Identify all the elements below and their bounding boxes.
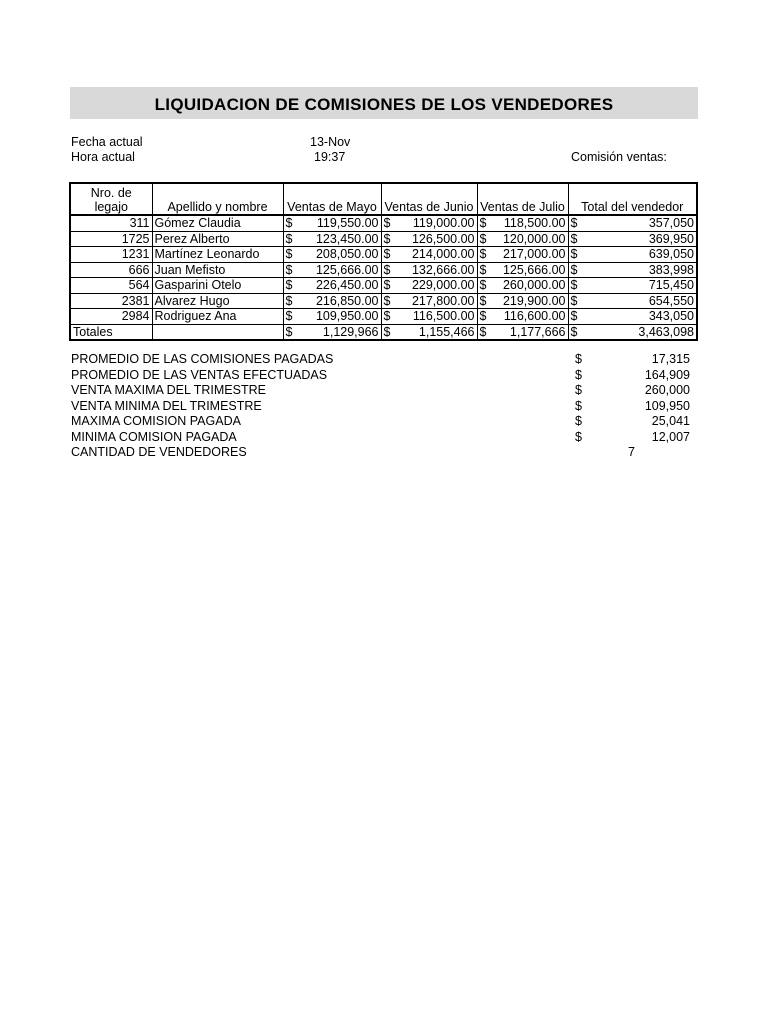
legajo-cell: 1725: [70, 231, 152, 247]
currency-symbol: $: [570, 247, 578, 261]
summary-label: VENTA MINIMA DEL TRIMESTRE: [71, 398, 262, 413]
summary-currency: $: [575, 398, 582, 413]
table-row: [70, 262, 697, 278]
amount: 219,900.00: [502, 293, 566, 308]
amount: 214,000.00: [411, 247, 475, 261]
julio-cell: [477, 262, 568, 278]
julio-cell: [477, 309, 568, 325]
header-mayo: Ventas de Mayo: [283, 183, 381, 215]
currency-symbol: $: [479, 262, 487, 277]
summary-label: VENTA MAXIMA DEL TRIMESTRE: [71, 383, 266, 397]
legajo-cell: 1231: [70, 247, 152, 263]
amount: 639,050: [648, 247, 694, 261]
summary-currency: $: [575, 352, 582, 366]
legajo-cell: 564: [70, 278, 152, 294]
currency-symbol: $: [383, 262, 391, 277]
page-title: LIQUIDACION DE COMISIONES DE LOS VENDEDORES: [154, 95, 614, 114]
summary-value: 12,007: [651, 429, 690, 444]
comision-label: Comisión ventas:: [571, 150, 667, 164]
hora-value: 19:37: [314, 150, 346, 164]
summary-value: 109,950: [644, 398, 690, 413]
amount: 126,500.00: [411, 231, 475, 246]
currency-symbol: $: [570, 231, 578, 246]
currency-symbol: $: [383, 278, 391, 292]
amount: 123,450.00: [315, 231, 379, 246]
amount: 217,000.00: [502, 247, 566, 261]
summary-label: PROMEDIO DE LAS VENTAS EFECTUADAS: [71, 367, 328, 382]
currency-symbol: $: [383, 216, 391, 230]
amount: 216,850.00: [315, 293, 379, 308]
julio-cell: [477, 231, 568, 247]
total-cell: [568, 247, 697, 263]
currency-symbol: $: [570, 262, 578, 277]
nombre-cell: Martínez Leonardo: [152, 247, 283, 263]
totals-label: Totales: [70, 324, 152, 340]
totals-total: [568, 324, 697, 340]
totals-julio: [477, 324, 568, 340]
sales-table: [69, 182, 698, 341]
currency-symbol: $: [570, 278, 578, 292]
currency-symbol: $: [479, 278, 487, 292]
amount: 116,600.00: [503, 309, 566, 323]
junio-cell: [381, 293, 477, 309]
legajo-cell: 311: [70, 215, 152, 231]
currency-symbol: $: [570, 216, 578, 230]
table-row: [70, 293, 697, 309]
amount: 116,500.00: [412, 309, 475, 323]
table-row: [70, 215, 697, 231]
julio-cell: [477, 278, 568, 294]
amount: 715,450: [648, 278, 694, 292]
julio-cell: [477, 247, 568, 263]
julio-cell: [477, 293, 568, 309]
mayo-cell: [283, 262, 381, 278]
mayo-cell: [283, 231, 381, 247]
totals-mayo: [283, 324, 381, 340]
amount: 357,050: [648, 216, 694, 230]
total-cell: [568, 278, 697, 294]
julio-cell: [477, 215, 568, 231]
nombre-cell: Juan Mefisto: [152, 262, 283, 278]
currency-symbol: $: [285, 262, 293, 277]
amount: 383,998: [648, 262, 694, 277]
currency-symbol: $: [570, 293, 578, 308]
amount: 109,950.00: [315, 309, 379, 323]
amount: 217,800.00: [411, 293, 475, 308]
summary-value: 7: [628, 445, 635, 459]
nombre-cell: Perez Alberto: [152, 231, 283, 247]
currency-symbol: $: [383, 231, 391, 246]
table-row: [70, 278, 697, 294]
junio-cell: [381, 231, 477, 247]
mayo-cell: [283, 309, 381, 325]
junio-cell: [381, 215, 477, 231]
amount: 1,177,666: [509, 324, 566, 339]
summary-label: PROMEDIO DE LAS COMISIONES PAGADAS: [71, 352, 334, 366]
table-header-row: [70, 183, 697, 215]
currency-symbol: $: [383, 247, 391, 261]
amount: 119,550.00: [316, 216, 379, 230]
table-row: [70, 247, 697, 263]
summary-label: MINIMA COMISION PAGADA: [71, 429, 237, 444]
total-cell: [568, 262, 697, 278]
header-total: Total del vendedor: [568, 183, 697, 215]
amount: 208,050.00: [315, 247, 379, 261]
header-legajo: Nro. de legajo: [70, 183, 152, 215]
currency-symbol: $: [479, 231, 487, 246]
summary-label: MAXIMA COMISION PAGADA: [71, 414, 241, 428]
amount: 119,000.00: [412, 216, 475, 230]
amount: 3,463,098: [638, 324, 694, 339]
fecha-value: 13-Nov: [310, 135, 351, 149]
totals-junio: [381, 324, 477, 340]
total-cell: [568, 231, 697, 247]
currency-symbol: $: [285, 216, 293, 230]
currency-symbol: $: [570, 309, 578, 323]
currency-symbol: $: [479, 247, 487, 261]
amount: 260,000.00: [502, 278, 566, 292]
summary-currency: $: [575, 414, 582, 428]
currency-symbol: $: [479, 293, 487, 308]
summary-currency: $: [575, 429, 582, 444]
summary-label: CANTIDAD DE VENDEDORES: [71, 445, 247, 459]
junio-cell: [381, 309, 477, 325]
amount: 125,666.00: [315, 262, 379, 277]
total-cell: [568, 309, 697, 325]
totals-empty: [152, 324, 283, 340]
currency-symbol: $: [383, 324, 391, 339]
amount: 132,666.00: [411, 262, 475, 277]
currency-symbol: $: [285, 247, 293, 261]
legajo-cell: 666: [70, 262, 152, 278]
mayo-cell: [283, 278, 381, 294]
currency-symbol: $: [383, 293, 391, 308]
currency-symbol: $: [285, 293, 293, 308]
currency-symbol: $: [285, 278, 293, 292]
legajo-cell: 2984: [70, 309, 152, 325]
amount: 229,000.00: [411, 278, 475, 292]
summary-value: 17,315: [651, 352, 690, 366]
nombre-cell: Gasparini Otelo: [152, 278, 283, 294]
amount: 125,666.00: [502, 262, 566, 277]
summary-value: 164,909: [644, 367, 690, 382]
junio-cell: [381, 247, 477, 263]
totals-row: [70, 324, 697, 340]
amount: 120,000.00: [502, 231, 566, 246]
currency-symbol: $: [383, 309, 391, 323]
amount: 226,450.00: [315, 278, 379, 292]
currency-symbol: $: [285, 231, 293, 246]
legajo-cell: 2381: [70, 293, 152, 309]
hora-label: Hora actual: [71, 150, 135, 164]
currency-symbol: $: [570, 324, 578, 339]
mayo-cell: [283, 215, 381, 231]
nombre-cell: Gómez Claudia: [152, 215, 283, 231]
header-nombre: Apellido y nombre: [152, 183, 283, 215]
currency-symbol: $: [479, 324, 487, 339]
currency-symbol: $: [285, 324, 293, 339]
total-cell: [568, 293, 697, 309]
amount: 1,155,466: [418, 324, 475, 339]
junio-cell: [381, 278, 477, 294]
total-cell: [568, 215, 697, 231]
currency-symbol: $: [479, 216, 487, 230]
currency-symbol: $: [479, 309, 487, 323]
amount: 1,129,966: [322, 324, 379, 339]
junio-cell: [381, 262, 477, 278]
amount: 654,550: [648, 293, 694, 308]
nombre-cell: Alvarez Hugo: [152, 293, 283, 309]
currency-symbol: $: [285, 309, 293, 323]
summary-value: 25,041: [651, 414, 690, 428]
summary-currency: $: [575, 367, 582, 382]
mayo-cell: [283, 247, 381, 263]
summary-currency: $: [575, 383, 582, 397]
header-julio: Ventas de Julio: [477, 183, 568, 215]
table-row: [70, 231, 697, 247]
fecha-label: Fecha actual: [71, 135, 143, 149]
amount: 118,500.00: [503, 216, 566, 230]
amount: 369,950: [648, 231, 694, 246]
header-junio: Ventas de Junio: [381, 183, 477, 215]
nombre-cell: Rodriguez Ana: [152, 309, 283, 325]
table-row: [70, 309, 697, 325]
mayo-cell: [283, 293, 381, 309]
summary-value: 260,000: [644, 383, 690, 397]
amount: 343,050: [648, 309, 694, 323]
